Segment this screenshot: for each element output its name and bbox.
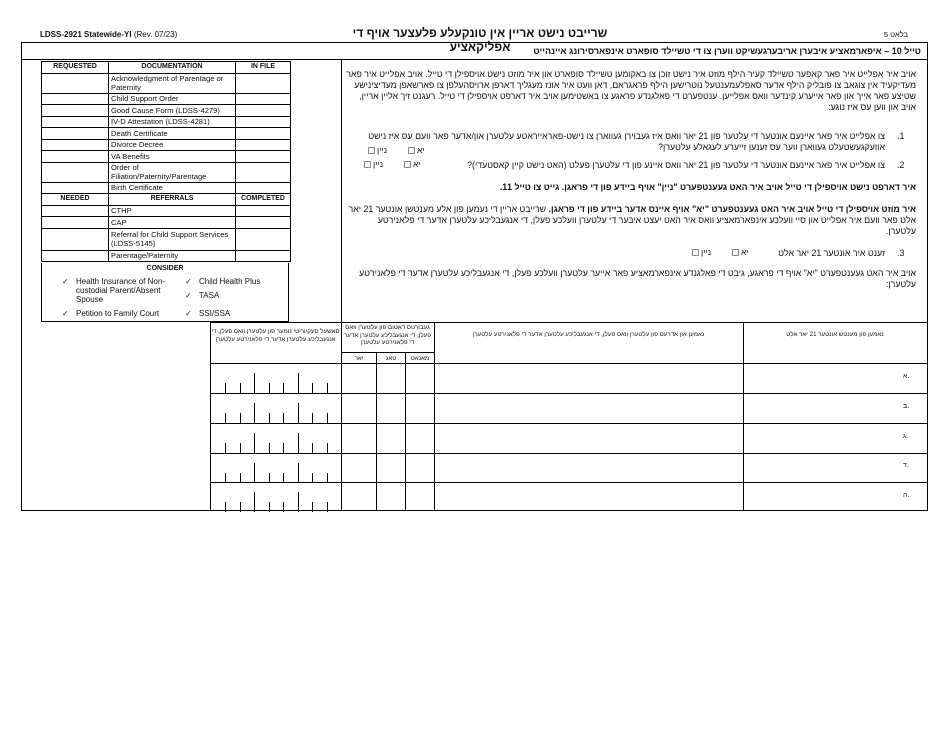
in-file-cell[interactable] (236, 182, 291, 194)
ssn-digit-divider (225, 413, 226, 423)
q1-yes-checkbox[interactable] (408, 147, 415, 154)
check-icon: ✓ (185, 291, 192, 300)
q2-options (362, 159, 421, 169)
in-file-cell[interactable] (236, 105, 291, 117)
ssn-digit-divider (298, 373, 299, 393)
ssn-digit-divider (225, 443, 226, 453)
q1-options (366, 145, 425, 155)
q3-number: .3 (897, 248, 905, 258)
ssn-digit-divider (283, 383, 284, 393)
ssn-digit-divider (269, 502, 270, 512)
question-2: צו אפלייט איר פאר איינעם אונטער די עלטער פון 21 יאר וואס איינע פון די עלטערן פעלט (האט נישט קיין קאסטעדי)? (467, 160, 885, 170)
in-file-cell[interactable] (236, 73, 291, 93)
requested-cell[interactable] (42, 182, 109, 194)
ssn-digit-divider (254, 403, 255, 423)
referral-label: CTHP (109, 205, 236, 217)
requested-cell[interactable] (42, 116, 109, 128)
ssn-input[interactable] (211, 394, 341, 423)
requested-cell[interactable] (42, 139, 109, 151)
col-requested: REQUESTED (42, 62, 109, 74)
doc-label: Good Cause Form (LDSS-4279) (109, 105, 236, 117)
must-fill-paragraph (346, 204, 916, 237)
person-name-input[interactable] (744, 454, 902, 483)
ssn-digit-divider (240, 383, 241, 393)
dob-day-input[interactable] (377, 424, 405, 453)
ssn-digit-divider (283, 413, 284, 423)
col-in-file: IN FILE (236, 62, 291, 74)
in-file-cell[interactable] (236, 162, 291, 182)
requested-cell[interactable] (42, 162, 109, 182)
ssn-digit-divider (298, 403, 299, 423)
consider-item (185, 309, 231, 318)
in-file-cell[interactable] (236, 116, 291, 128)
in-file-cell[interactable] (236, 128, 291, 140)
check-icon: ✓ (62, 277, 69, 286)
q2-no-label: ניין (373, 159, 384, 169)
table-row (42, 116, 291, 128)
documentation-checklist (41, 61, 291, 262)
needed-cell[interactable] (42, 250, 109, 262)
col-year: יאר (354, 355, 364, 362)
dob-month-input[interactable] (406, 483, 434, 512)
ssn-digit-divider (225, 502, 226, 512)
ssn-digit-divider (283, 443, 284, 453)
doc-label: Death Certificate (109, 128, 236, 140)
ssn-digit-divider (327, 443, 328, 453)
parent-name-address-input[interactable] (435, 394, 742, 423)
consider-label: Petition to Family Court (76, 309, 160, 318)
ssn-digit-divider (254, 492, 255, 512)
completed-cell[interactable] (236, 217, 291, 229)
consider-label: Child Health Plus (199, 277, 261, 286)
ssn-input[interactable] (211, 454, 341, 483)
completed-cell[interactable] (236, 250, 291, 262)
col-completed: COMPLETED (236, 194, 291, 206)
person-name-input[interactable] (744, 424, 902, 453)
q3-no-label: ניין (701, 247, 712, 257)
ssn-input[interactable] (211, 364, 341, 393)
q3-no-checkbox[interactable] (692, 249, 699, 256)
table-row (42, 151, 291, 163)
requested-cell[interactable] (42, 93, 109, 105)
question-3: זענט איר אונטער 21 יאר אלט (778, 248, 885, 258)
skip-note: איר דארפט נישט אויספילן די טייל אויב איר האט געענטפערט "ניין" אויף ביידע פון די פראגן. גייט צו טייל 11. (499, 182, 916, 192)
parent-name-address-input[interactable] (435, 424, 742, 453)
table-row (42, 73, 291, 93)
table-row (42, 105, 291, 117)
in-file-cell[interactable] (236, 151, 291, 163)
col-person-name: נאמען פון מענטש אונטער 21 יאר אלט (786, 331, 884, 338)
doc-label: IV-D Attestation (LDSS-4281) (109, 116, 236, 128)
col-parent-dob: געבורטס דאטום פון עלטערן וואס פעלן, די אנגעבליכע עלטערן אדער די פלאנירטע עלטערן (344, 324, 431, 346)
dob-year-input[interactable] (342, 483, 376, 512)
consider-title: CONSIDER (146, 265, 184, 272)
row-label: א. (903, 373, 910, 380)
in-file-cell[interactable] (236, 139, 291, 151)
requested-cell[interactable] (42, 151, 109, 163)
ssn-digit-divider (327, 413, 328, 423)
form-revision: (Rev. 07/23) (133, 30, 178, 39)
doc-label: Birth Certificate (109, 182, 236, 194)
check-icon: ✓ (185, 277, 192, 286)
ssn-digit-divider (225, 383, 226, 393)
q2-yes-checkbox[interactable] (404, 161, 411, 168)
q3-options (690, 247, 749, 257)
dob-month-input[interactable] (406, 454, 434, 483)
ssn-digit-divider (269, 383, 270, 393)
doc-label: Order of Filiation/Paternity/Parentage (109, 162, 236, 182)
ssn-digit-divider (225, 473, 226, 483)
requested-cell[interactable] (42, 105, 109, 117)
person-name-input[interactable] (744, 394, 902, 423)
ssn-digit-divider (312, 502, 313, 512)
dob-day-input[interactable] (377, 364, 405, 393)
requested-cell[interactable] (42, 73, 109, 93)
row-label: ג. (903, 433, 908, 440)
dob-year-input[interactable] (342, 394, 376, 423)
check-icon: ✓ (62, 309, 69, 318)
col-referrals: REFERRALS (109, 194, 236, 206)
ssn-digit-divider (254, 463, 255, 483)
table-row (42, 162, 291, 182)
row-label: ד. (903, 462, 909, 469)
ssn-digit-divider (312, 473, 313, 483)
col-month: מאנאט (410, 355, 430, 362)
doc-label: Child Support Order (109, 93, 236, 105)
consider-item (185, 291, 220, 300)
ssn-digit-divider (254, 373, 255, 393)
parent-name-address-input[interactable] (435, 364, 742, 393)
ssn-digit-divider (283, 502, 284, 512)
table-row (42, 217, 291, 229)
doc-label: Acknowledgment of Parentage or Paternity (109, 73, 236, 93)
ssn-digit-divider (327, 383, 328, 393)
referral-label: Referral for Child Support Services (LDSS-5145) (109, 228, 236, 250)
grid-subhead-line (341, 352, 434, 353)
ssn-digit-divider (240, 413, 241, 423)
ssn-digit-divider (240, 473, 241, 483)
question-1: צו אפלייט איר פאר איינעם אונטער די עלטער פון 21 יאר וואס איז געבוירן געווארן צו נישט-פאראייראטע עלטערן און/אדער פאר וועם עס איז נישט אוועקגעשטעלט געווארן ווער עס זענען זייערע לעגאלע עלטערן? (368, 131, 885, 152)
col-ssn: סאשעל סעקיוריטי נומער פון עלטערן וואס פעלן, די אנגעבליכע עלטערן אדער די פלאנירטע עלטערן (211, 328, 340, 343)
dob-year-input[interactable] (342, 454, 376, 483)
ssn-digit-divider (312, 413, 313, 423)
check-icon: ✓ (185, 309, 192, 318)
table-row (42, 205, 291, 217)
ssn-digit-divider (298, 463, 299, 483)
ssn-digit-divider (240, 502, 241, 512)
dob-day-input[interactable] (377, 483, 405, 512)
referral-label: Parentage/Paternity (109, 250, 236, 262)
q3-yes-label: יא (741, 247, 749, 257)
page-title: שרייבט נישט אריין אין טונקעלע פלעצער אויף די אפליקאציע (352, 26, 608, 54)
table-row (42, 228, 291, 250)
ssn-digit-divider (269, 473, 270, 483)
ssn-digit-divider (269, 443, 270, 453)
ssn-digit-divider (240, 443, 241, 453)
ssn-digit-divider (312, 443, 313, 453)
dob-month-input[interactable] (406, 394, 434, 423)
must-fill-rest: שרייבט אריין די נעמען פון אלע מענטשן אונטער 21 יאר אלט פאר וועם איר אפלייט און סיי וועלכע אינפארמאציע וואס איר האט יעצט איבער די עלטערן וועלכע פעלן, די אנגעבליכע עלטערן אדער די פלאנירטע עלטערן. (348, 204, 916, 236)
page-number: בלאט 5 (883, 30, 908, 39)
table-row (42, 93, 291, 105)
table-row (42, 139, 291, 151)
ssn-digit-divider (298, 492, 299, 512)
ssn-input[interactable] (211, 483, 341, 512)
q1-number: .1 (897, 131, 905, 141)
needed-cell[interactable] (42, 205, 109, 217)
ssn-input[interactable] (211, 424, 341, 453)
completed-cell[interactable] (236, 205, 291, 217)
table-row (42, 250, 291, 262)
parent-name-address-input[interactable] (435, 454, 742, 483)
q1-yes-label: יא (417, 145, 425, 155)
col-parent-name-address: נאמען און אדרעס פון עלטערן וואס פעלן, די אנגעבליכע עלטערן אדער די פלאנירטע עלטערן (472, 331, 705, 338)
person-name-input[interactable] (744, 364, 902, 393)
q2-no-checkbox[interactable] (364, 161, 371, 168)
ssn-digit-divider (269, 413, 270, 423)
consider-box (41, 263, 289, 322)
parent-name-address-input[interactable] (435, 483, 742, 512)
q2-yes-label: יא (413, 159, 421, 169)
ssn-digit-divider (327, 473, 328, 483)
consider-item (62, 309, 160, 318)
section-title: טייל 10 – איפארמאציע איבערן אריבערגעשיקט ווערן צו די טשיילד סופארט אינפארסירונג איינהייט (22, 43, 927, 60)
q1-no-label: ניין (377, 145, 388, 155)
yes-note: אויב איר האט געענטפערט "יא" אויף די פראגע, גיבט די פאלגנדע אינפארמאציע פאר אייער עלטערן וועלכע פעלן, די אנגעבליכע עלטערן אדער די פלאנירטע עלטערן: (359, 268, 916, 289)
dob-day-input[interactable] (377, 394, 405, 423)
q3-yes-checkbox[interactable] (732, 249, 739, 256)
consider-item (62, 277, 181, 304)
form-number: LDSS-2921 Statewide-YI (40, 30, 132, 39)
ssn-digit-divider (327, 502, 328, 512)
col-day: טאג (385, 355, 397, 362)
table-row (42, 128, 291, 140)
needed-cell[interactable] (42, 217, 109, 229)
row-label: ה. (903, 492, 910, 499)
intro-paragraph: אויב איר אפלייט איר פאר קאפער טשיילד קעיר הילף מוזט איר נישט זוכן צו באקומען טשיילד סופארט און איר מוזט נישט אויספילן די טייל. אויב אפלייט איר פאר מעדיקעיד אין צוגאב צו פובליק הילף אדער סאפלעמענטעל נוטרישען הילף פראגראם, דאן וועט איר אונז מעגליך דארפן ארויסהעלפן צו פארשאפן מעדיצינישע שטיצע פאר אייך און פאר אייערע קינדער וואס אפלייען. ענטפערט די פאלגנדע פראגע צו באשטימען אויב איר דארפט אויספילן די טייל. רעגנט זיך אליין אריין, אויב און ווען עס איז נוגע: (346, 69, 916, 112)
needed-cell[interactable] (42, 228, 109, 250)
form-id (40, 30, 177, 39)
column-divider (341, 60, 342, 323)
dob-day-input[interactable] (377, 454, 405, 483)
dob-year-input[interactable] (342, 364, 376, 393)
grid-top-line (210, 322, 927, 323)
referral-label: CAP (109, 217, 236, 229)
ssn-digit-divider (254, 433, 255, 453)
consider-label: TASA (199, 291, 220, 300)
requested-cell[interactable] (42, 128, 109, 140)
col-documentation: DOCUMENTATION (109, 62, 236, 74)
col-needed: NEEDED (42, 194, 109, 206)
in-file-cell[interactable] (236, 93, 291, 105)
consider-item (185, 277, 261, 286)
ssn-digit-divider (298, 433, 299, 453)
table-row (42, 182, 291, 194)
consider-label: SSI/SSA (199, 309, 231, 318)
consider-label: Health Insurance of Non-custodial Parent/Absent Spouse (76, 277, 165, 304)
must-fill-bold: איר מוזט אויספילן די טייל אויב איר האט געענטפערט "יא" אויף איינס אדער ביידע פון די פראגן. (548, 204, 916, 214)
ssn-digit-divider (283, 473, 284, 483)
person-name-input[interactable] (744, 483, 902, 512)
dob-month-input[interactable] (406, 364, 434, 393)
q1-no-checkbox[interactable] (368, 147, 375, 154)
dob-month-input[interactable] (406, 424, 434, 453)
row-label: ב. (903, 403, 910, 410)
completed-cell[interactable] (236, 228, 291, 250)
q2-number: .2 (897, 160, 905, 170)
ssn-digit-divider (312, 383, 313, 393)
doc-label: Divorce Decree (109, 139, 236, 151)
dob-year-input[interactable] (342, 424, 376, 453)
doc-label: VA Benefits (109, 151, 236, 163)
